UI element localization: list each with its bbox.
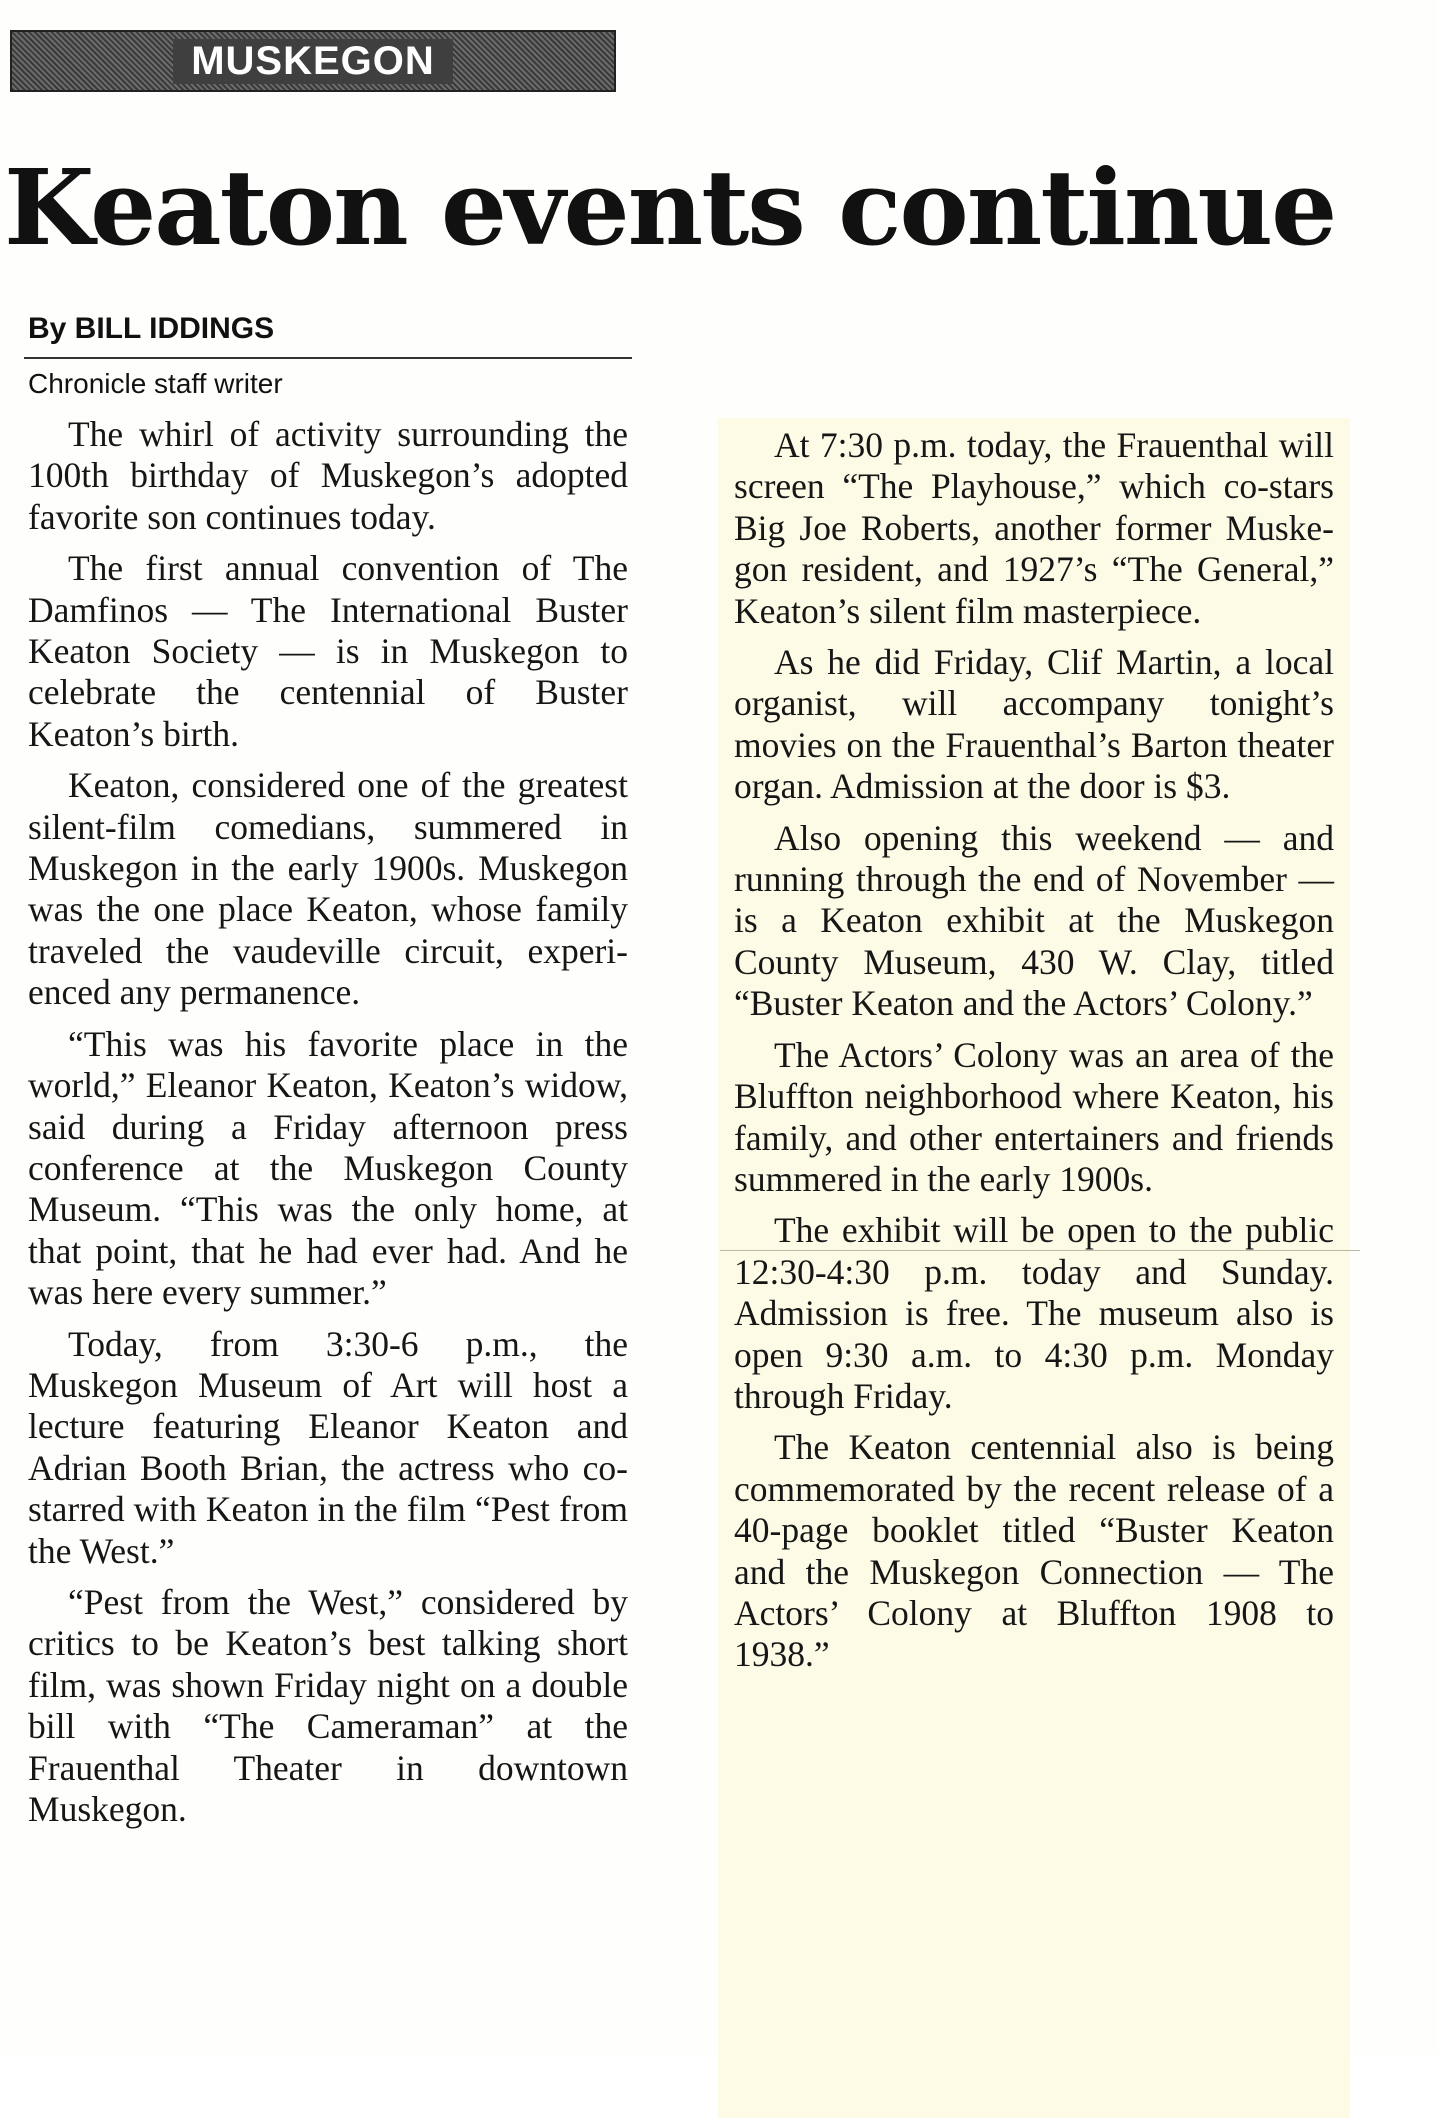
paragraph: “Pest from the West,” considered by critics to be Keaton’s best talking short film, was shown Friday night on a double bill with “The Cameraman” at the Frauenthal Theater in downtown Muskegon. xyxy=(28,1581,628,1829)
paragraph: “This was his favorite place in the world,” Eleanor Keaton, Keaton’s widow, said during a Friday afternoon press conference at the Muskegon County Museum. “This was the only home, at that point, that he had ever had. And he was here every summer.” xyxy=(28,1023,628,1313)
section-tag xyxy=(10,30,616,92)
paragraph: As he did Friday, Clif Martin, a local organist, will accompany tonight’s movies on the Frauenthal’s Barton theater organ. Admission at the door is $3. xyxy=(734,642,1334,807)
byline-rule xyxy=(24,357,632,359)
paragraph: The Keaton centennial also is being commemorated by the recent release of a 40-page booklet titled “Buster Keaton and the Muskegon Connection — The Actors’ Colony at Bluffton 1908 to 1938.” xyxy=(734,1427,1334,1675)
paragraph: At 7:30 p.m. today, the Frauenthal will screen “The Playhouse,” which co-stars Big Joe Roberts, another former Muskegon resident, and 1927’s “The General,” Keaton’s silent film masterpiece. xyxy=(734,425,1334,631)
article-column-left xyxy=(28,414,628,1840)
byline-role: Chronicle staff writer xyxy=(28,368,283,399)
paragraph: Keaton, considered one of the greatest silent-film comedians, summered in Muskegon in the early 1900s. Muskegon was the one place Keaton, whose family traveled the vaudeville circuit, experienced any permanence. xyxy=(28,765,628,1013)
paragraph: Today, from 3:30-6 p.m., the Muskegon Museum of Art will host a lecture featuring Eleanor Keaton and Adrian Booth Brian, the actress who co-starred with Keaton in the film “Pest from the West.” xyxy=(28,1323,628,1571)
section-tag-label: MUSKEGON xyxy=(173,39,453,84)
article-column-right xyxy=(734,425,1334,1686)
paragraph: The first annual convention of The Damfinos — The International Buster Keaton Society — is in Muskegon to celebrate the centennial of Buster Keaton’s birth. xyxy=(28,548,628,754)
paragraph: The whirl of activity surrounding the 100th birthday of Muskegon’s adopted favorite son continues today. xyxy=(28,414,628,537)
byline: By BILL IDDINGS xyxy=(28,312,275,345)
headline: Keaton events continue xyxy=(4,146,1336,269)
paragraph: The exhibit will be open to the public 12:30-4:30 p.m. today and Sunday. Admission is free. The museum also is open 9:30 a.m. to 4:30 p.m. Monday through Friday. xyxy=(734,1210,1334,1416)
paragraph: Also opening this weekend — and running through the end of November — is a Keaton exhibit at the Muskegon County Museum, 430 W. Clay, titled “Buster Keaton and the Actors’ Colony.” xyxy=(734,817,1334,1024)
paragraph: The Actors’ Colony was an area of the Bluffton neighborhood where Keaton, his family, and other entertainers and friends summered in the early 1900s. xyxy=(734,1034,1334,1199)
